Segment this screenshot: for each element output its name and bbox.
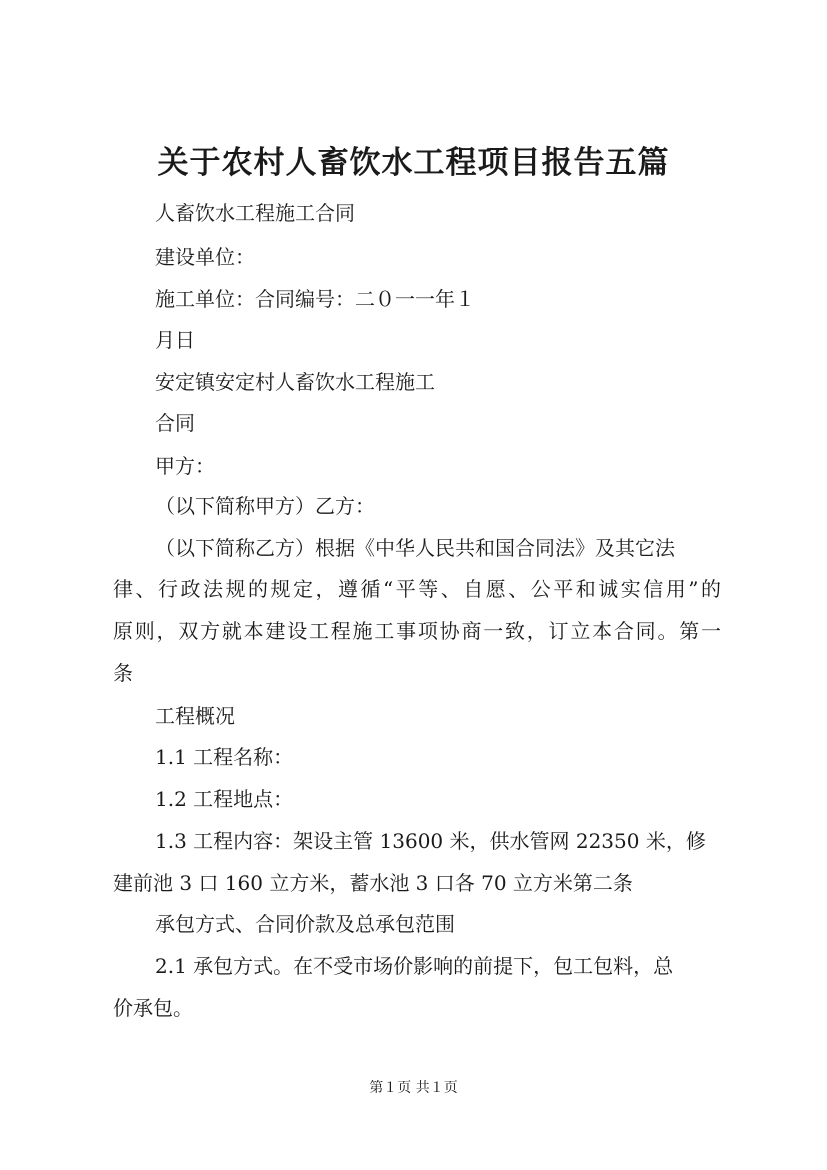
page-footer: 第１页 共１页 xyxy=(369,1080,458,1096)
paragraph-line: 条 xyxy=(113,661,133,685)
paragraph-line: 价承包。 xyxy=(113,996,193,1020)
paragraph-line: 建前池 3 口 160 立方米，蓄水池 3 口各 70 立方米第二条 xyxy=(113,871,633,895)
paragraph-line: 月日 xyxy=(155,328,195,352)
paragraph-line: 甲方： xyxy=(155,454,215,478)
paragraph-line: 施工单位：合同编号：二０一一年１ xyxy=(155,287,475,311)
paragraph-line: 原则，双方就本建设工程施工事项协商一致，订立本合同。第一 xyxy=(113,619,721,643)
paragraph-line: 建设单位： xyxy=(155,245,255,269)
paragraph-line: 律、行政法规的规定，遵循“平等、自愿、公平和诚实信用”的 xyxy=(113,577,721,601)
document-title: 关于农村人畜饮水工程项目报告五篇 xyxy=(157,145,670,181)
paragraph-line: （以下简称乙方）根据《中华人民共和国合同法》及其它法 xyxy=(155,536,675,560)
paragraph-line: （以下简称甲方）乙方： xyxy=(155,494,375,518)
paragraph-line: 承包方式、合同价款及总承包范围 xyxy=(155,912,455,936)
paragraph-line: 安定镇安定村人畜饮水工程施工 xyxy=(155,370,435,394)
paragraph-line: 工程概况 xyxy=(155,704,235,728)
paragraph-line: 1.3 工程内容：架设主管 13600 米，供水管网 22350 米，修 xyxy=(155,829,706,853)
paragraph-line: 合同 xyxy=(155,411,195,435)
paragraph-line: 1.2 工程地点： xyxy=(155,787,294,811)
paragraph-line: 人畜饮水工程施工合同 xyxy=(155,201,355,225)
paragraph-line: 2.1 承包方式。在不受市场价影响的前提下，包工包料，总 xyxy=(155,954,674,978)
paragraph-line: 1.1 工程名称： xyxy=(155,745,294,769)
